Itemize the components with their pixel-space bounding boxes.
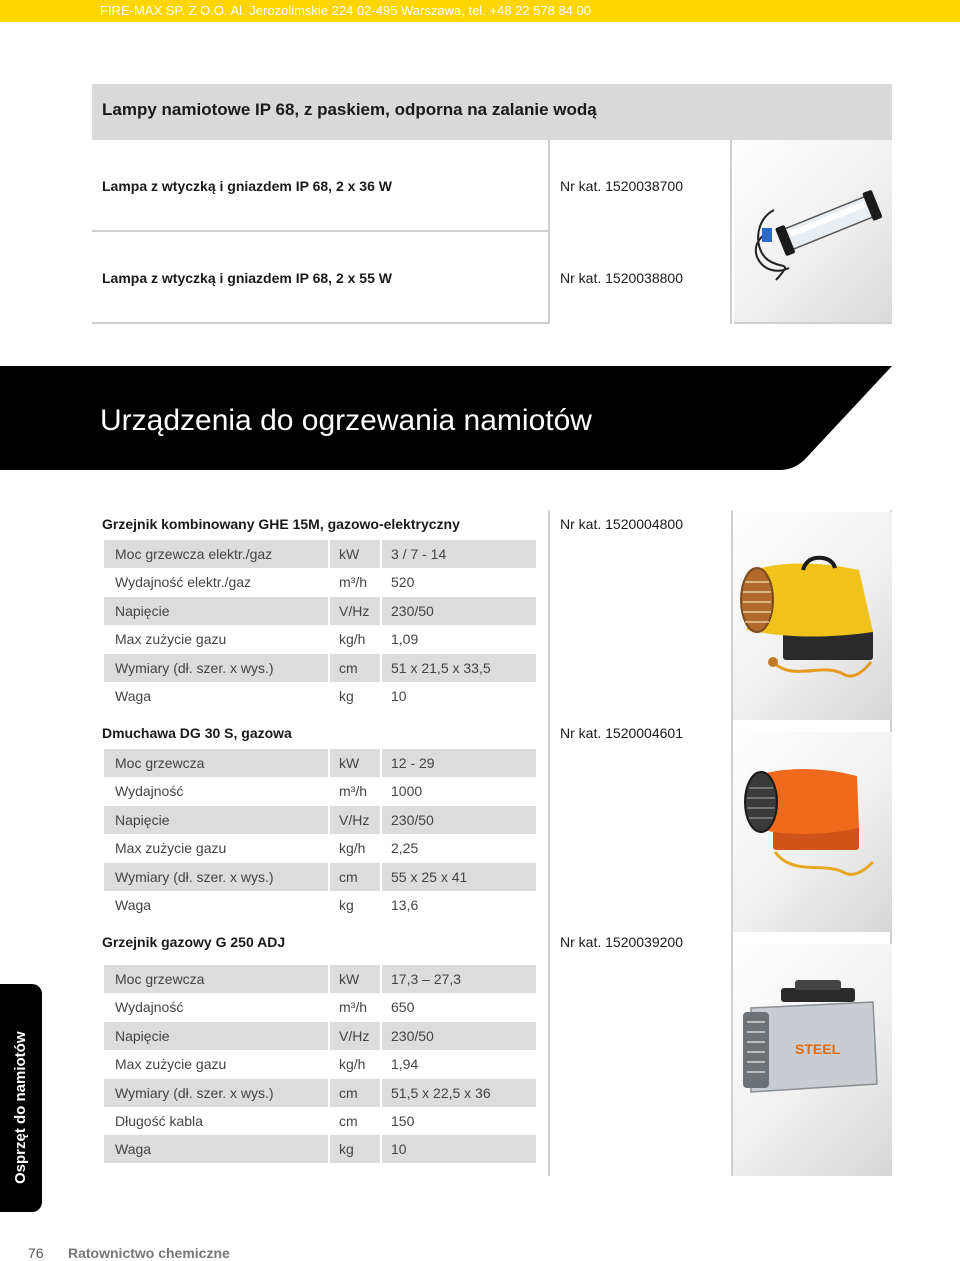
spec-label: Wymiary (dł. szer. x wys.) — [115, 1084, 274, 1101]
side-tab — [0, 984, 42, 1212]
spec-label: Wydajność — [115, 999, 184, 1016]
spec-value: 55 x 25 x 41 — [391, 868, 468, 885]
spec-value: 150 — [391, 1113, 415, 1129]
cell-divider — [328, 806, 330, 834]
spec-value: 10 — [391, 1141, 407, 1158]
lamp-name: Lampa z wtyczką i gniazdem IP 68, 2 x 55 W — [102, 270, 392, 286]
cell-divider — [328, 1022, 330, 1050]
cell-divider — [328, 834, 330, 862]
spec-label: Moc grzewcza — [115, 755, 205, 771]
divider — [730, 140, 732, 324]
spec-label: Wymiary (dł. szer. x wys.) — [115, 659, 274, 676]
cell-divider — [328, 597, 330, 625]
catalog-number: Nr kat. 1520004601 — [560, 725, 683, 741]
spec-unit: m³/h — [339, 999, 367, 1016]
cell-divider — [380, 993, 382, 1021]
cell-divider — [328, 863, 330, 891]
spec-row — [104, 682, 536, 710]
footer-section: Ratownictwo chemiczne — [68, 1245, 230, 1261]
cell-divider — [380, 863, 382, 891]
cell-divider — [328, 1107, 330, 1135]
spec-row — [104, 749, 536, 777]
product-image-ghe15m — [733, 512, 892, 720]
spec-row — [104, 834, 536, 862]
spec-row — [104, 1022, 536, 1050]
company-info: FIRE-MAX SP. Z O.O. Al. Jerozolimskie 224 02-495 Warszawa, tel. +48 22 578 84 00 — [100, 3, 591, 18]
divider — [548, 510, 550, 1176]
spec-value: 10 — [391, 688, 407, 704]
cell-divider — [328, 625, 330, 653]
spec-row — [104, 806, 536, 834]
spec-unit: kg/h — [339, 1056, 366, 1073]
section-banner — [0, 366, 892, 470]
cell-divider — [380, 654, 382, 682]
spec-row — [104, 891, 536, 919]
catalog-number: Nr kat. 1520038800 — [560, 270, 683, 286]
spec-value: 1000 — [391, 783, 423, 800]
cell-divider — [380, 568, 382, 596]
cell-divider — [328, 1050, 330, 1078]
lamp-name: Lampa z wtyczką i gniazdem IP 68, 2 x 36 W — [102, 178, 392, 194]
cell-divider — [328, 1079, 330, 1107]
spec-value: 3 / 7 - 14 — [391, 546, 447, 562]
cell-divider — [380, 1107, 382, 1135]
spec-value: 1,09 — [391, 631, 419, 648]
catalog-number: Nr kat. 1520004800 — [560, 516, 683, 532]
lamps-section-header — [92, 84, 892, 140]
spec-label: Waga — [115, 897, 152, 913]
spec-row — [104, 1135, 536, 1163]
spec-row — [104, 863, 536, 891]
product-title: Grzejnik kombinowany GHE 15M, gazowo-elektryczny — [102, 516, 460, 532]
page-number: 76 — [28, 1245, 44, 1261]
cell-divider — [380, 625, 382, 653]
cell-divider — [380, 965, 382, 993]
cell-divider — [328, 1135, 330, 1163]
spec-label: Wydajność elektr./gaz — [115, 574, 252, 591]
table-row — [92, 140, 683, 232]
cell-divider — [380, 682, 382, 710]
cell-divider — [380, 891, 382, 919]
cell-divider — [328, 777, 330, 805]
spec-label: Napięcie — [115, 602, 170, 619]
product-image-g250adj — [733, 944, 892, 1176]
spec-value: 230/50 — [391, 1027, 434, 1044]
cell-divider — [380, 597, 382, 625]
spec-label: Napięcie — [115, 1027, 170, 1044]
spec-unit: V/Hz — [339, 811, 370, 828]
cell-divider — [380, 1079, 382, 1107]
spec-row — [104, 568, 536, 596]
cell-divider — [328, 540, 330, 568]
spec-label: Napięcie — [115, 811, 170, 828]
lamps-table — [92, 140, 892, 324]
catalog-number: Nr kat. 1520038700 — [560, 178, 683, 194]
spec-row — [104, 540, 536, 568]
spec-value: 51,5 x 22,5 x 36 — [391, 1084, 491, 1101]
spec-value: 17,3 – 27,3 — [391, 971, 462, 987]
tent-lamp-illustration — [734, 140, 892, 324]
banner-title: Urządzenia do ogrzewania namiotów — [100, 404, 592, 437]
spec-unit: cm — [339, 1084, 358, 1101]
table-row — [92, 232, 683, 324]
spec-label: Wymiary (dł. szer. x wys.) — [115, 868, 274, 885]
spec-unit: kg/h — [339, 840, 366, 857]
lamp-image — [734, 140, 892, 324]
spec-value: 12 - 29 — [391, 755, 435, 771]
spec-unit: kW — [339, 755, 360, 771]
spec-unit: kg/h — [339, 631, 366, 648]
spec-unit: cm — [339, 659, 358, 676]
cell-divider — [380, 1022, 382, 1050]
product-title: Grzejnik gazowy G 250 ADJ — [102, 934, 286, 950]
side-tab-label: Osprzęt do namiotów — [12, 1031, 29, 1184]
cell-divider — [328, 891, 330, 919]
cell-divider — [380, 540, 382, 568]
spec-row — [104, 1107, 536, 1135]
spec-label: Długość kabla — [115, 1113, 203, 1129]
product-title: Dmuchawa DG 30 S, gazowa — [102, 725, 292, 741]
orange-heater-illustration — [733, 732, 892, 932]
spec-unit: kW — [339, 971, 360, 987]
cell-divider — [328, 965, 330, 993]
spec-unit: V/Hz — [339, 602, 370, 619]
cell-divider — [328, 682, 330, 710]
spec-unit: cm — [339, 868, 358, 885]
spec-value: 230/50 — [391, 602, 434, 619]
cell-divider — [380, 777, 382, 805]
spec-row — [104, 597, 536, 625]
spec-row — [104, 777, 536, 805]
cell-divider — [380, 1050, 382, 1078]
spec-value: 2,25 — [391, 840, 419, 857]
spec-label: Max zużycie gazu — [115, 840, 227, 857]
spec-unit: kg — [339, 1141, 354, 1158]
spec-row — [104, 993, 536, 1021]
yellow-heater-illustration — [733, 512, 892, 720]
spec-value: 230/50 — [391, 811, 434, 828]
spec-row — [104, 1079, 536, 1107]
spec-row — [104, 965, 536, 993]
cell-divider — [380, 834, 382, 862]
product-image-dg30s — [733, 732, 892, 932]
cell-divider — [328, 568, 330, 596]
cell-divider — [328, 654, 330, 682]
spec-row — [104, 654, 536, 682]
cell-divider — [380, 806, 382, 834]
spec-value: 650 — [391, 999, 415, 1016]
spec-label: Waga — [115, 688, 152, 704]
spec-label: Wydajność — [115, 783, 184, 800]
cell-divider — [328, 993, 330, 1021]
cell-divider — [380, 1135, 382, 1163]
spec-row — [104, 625, 536, 653]
spec-unit: m³/h — [339, 574, 367, 591]
spec-row — [104, 1050, 536, 1078]
catalog-number: Nr kat. 1520039200 — [560, 934, 683, 950]
steel-heater-illustration — [733, 944, 892, 1176]
divider — [548, 140, 550, 324]
spec-value: 520 — [391, 574, 415, 591]
lamps-section-title: Lampy namiotowe IP 68, z paskiem, odporna na zalanie wodą — [102, 100, 597, 119]
spec-label: Moc grzewcza elektr./gaz — [115, 546, 273, 562]
spec-unit: kg — [339, 688, 354, 704]
spec-label: Max zużycie gazu — [115, 631, 227, 648]
spec-value: 1,94 — [391, 1056, 419, 1073]
spec-label: Waga — [115, 1141, 152, 1158]
cell-divider — [380, 749, 382, 777]
company-header-bar — [0, 0, 960, 22]
spec-unit: cm — [339, 1113, 358, 1129]
spec-unit: kW — [339, 546, 360, 562]
spec-label: Moc grzewcza — [115, 971, 205, 987]
cell-divider — [328, 749, 330, 777]
spec-label: Max zużycie gazu — [115, 1056, 227, 1073]
brand-logo: STEEL — [795, 1041, 841, 1057]
spec-unit: V/Hz — [339, 1027, 370, 1044]
spec-value: 51 x 21,5 x 33,5 — [391, 659, 491, 676]
spec-unit: m³/h — [339, 783, 367, 800]
spec-value: 13,6 — [391, 897, 419, 913]
spec-unit: kg — [339, 897, 354, 913]
